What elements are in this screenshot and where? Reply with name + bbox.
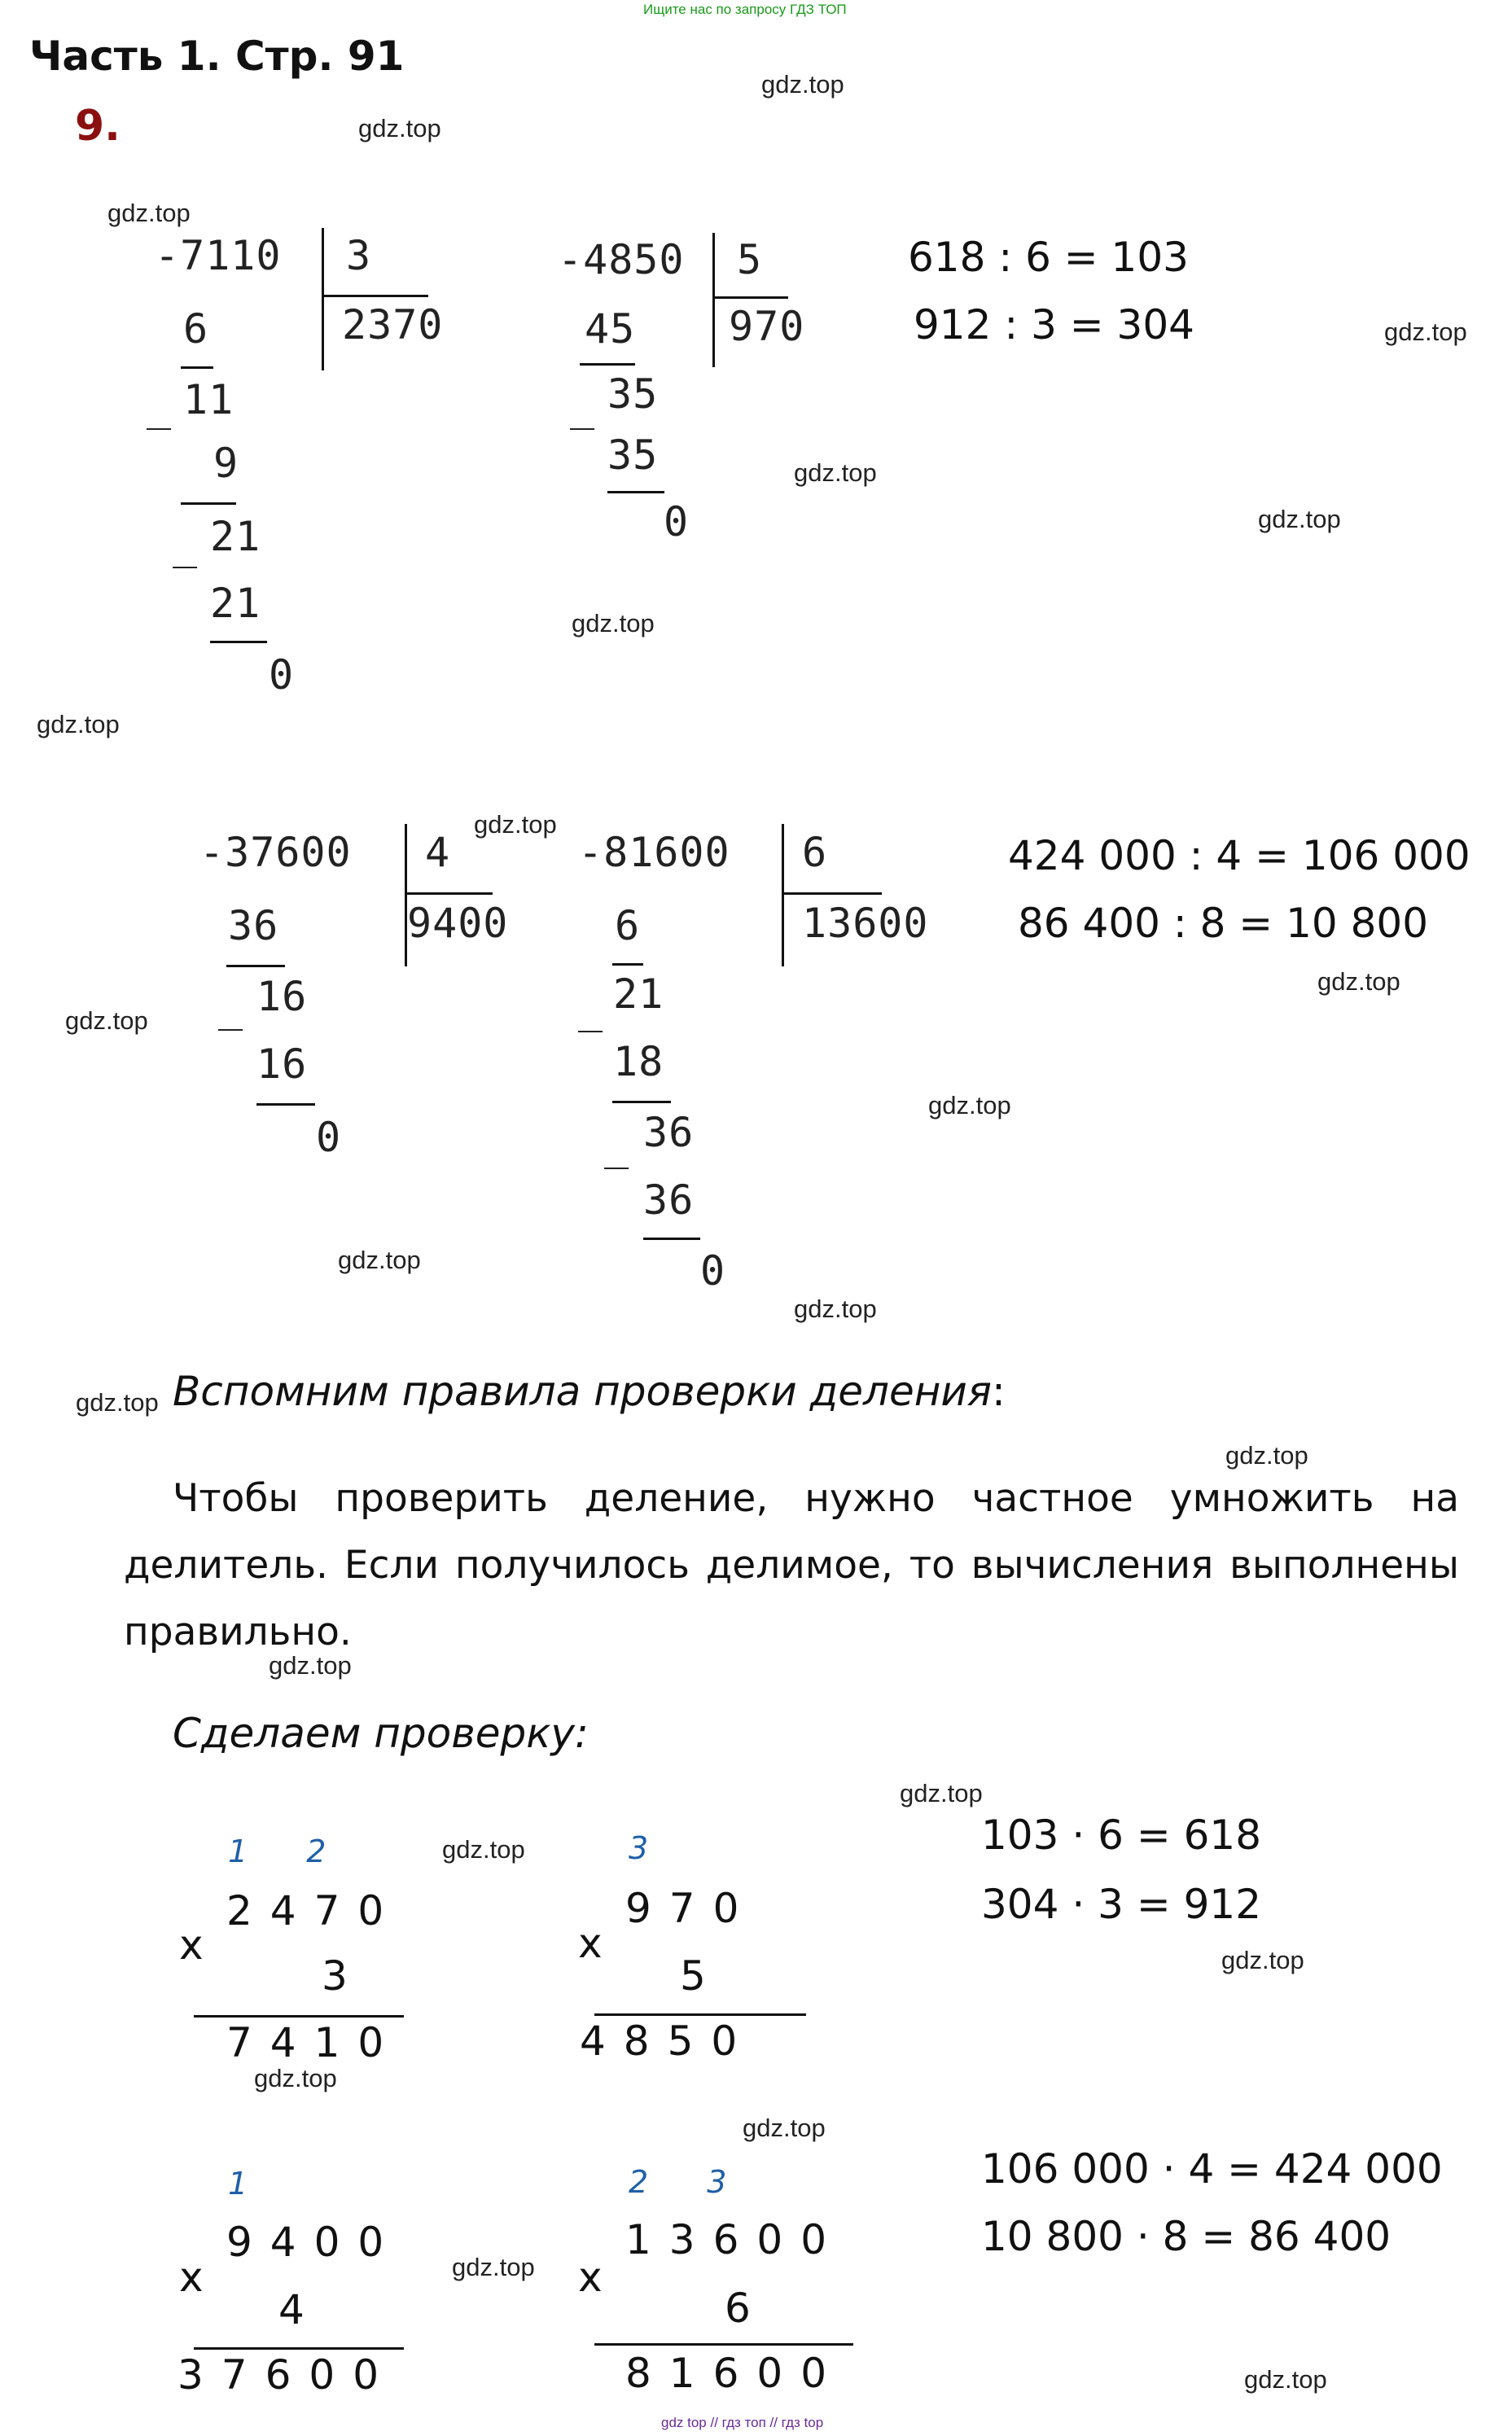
quotient: 970	[729, 303, 805, 350]
watermark: gdz.top	[928, 1091, 1011, 1119]
watermark: gdz.top	[269, 1651, 352, 1680]
remainder: 0	[316, 1114, 342, 1161]
step: 36	[643, 1176, 695, 1224]
watermark: gdz.top	[794, 458, 877, 487]
equation: 618 : 6 = 103	[908, 234, 1189, 281]
quotient: 2370	[342, 301, 444, 348]
page-title: Часть 1. Стр. 91	[29, 33, 405, 80]
check-equation: 106 000 · 4 = 424 000	[981, 2145, 1443, 2193]
rule-heading-text: Вспомним правила проверки деления	[173, 1368, 993, 1415]
step: 6	[615, 902, 641, 949]
watermark: gdz.top	[794, 1295, 877, 1323]
watermark: gdz.top	[572, 609, 655, 637]
carry-digits: 1 2	[228, 1834, 351, 1869]
step: 16	[256, 1041, 308, 1088]
carry-digits: 3	[629, 1830, 649, 1866]
multiply-sign: x	[578, 2254, 603, 2301]
watermark: gdz.top	[76, 1388, 159, 1417]
rule-heading	[173, 1368, 1006, 1415]
multiply-sign: x	[578, 1920, 603, 1967]
watermark: gdz.top	[1244, 2365, 1327, 2394]
step: 21	[210, 513, 261, 560]
multiplicand: 9400	[226, 2219, 402, 2266]
remainder: 0	[269, 651, 295, 699]
divisor: 4	[425, 829, 451, 876]
watermark: gdz.top	[338, 1246, 421, 1274]
minus-sign: _	[147, 383, 173, 430]
watermark: gdz.top	[254, 2064, 337, 2092]
product: 7410	[226, 2019, 402, 2066]
check-equation: 10 800 · 8 = 86 400	[981, 2213, 1391, 2260]
watermark: gdz.top	[743, 2114, 826, 2142]
multiplier: 5	[680, 1952, 724, 2000]
check-equation: 103 · 6 = 618	[981, 1812, 1262, 1859]
equation: 424 000 : 4 = 106 000	[1008, 832, 1470, 879]
step: 35	[607, 432, 659, 479]
check-heading: Сделаем проверку:	[173, 1710, 589, 1757]
quotient: 13600	[802, 900, 929, 947]
minus-sign: _	[604, 1122, 630, 1169]
multiplicand: 2470	[226, 1887, 402, 1934]
equation: 86 400 : 8 = 10 800	[1018, 900, 1429, 947]
minus-sign: _	[218, 984, 244, 1031]
step: 9	[213, 440, 239, 487]
watermark: gdz.top	[452, 2253, 535, 2281]
watermark: gdz.top	[1225, 1441, 1308, 1470]
step: 36	[643, 1109, 695, 1156]
multiplier: 4	[278, 2286, 322, 2333]
watermark: gdz.top	[65, 1006, 148, 1035]
multiplier: 6	[725, 2285, 769, 2332]
rule-text: Чтобы проверить деление, нужно частное умножить на делитель. Если получилось делимое, то вычисления выполнены правильно.	[124, 1476, 1459, 1654]
watermark: gdz.top	[474, 810, 557, 839]
footer-watermark: gdz top // гдз топ // гдз top	[661, 2415, 824, 2430]
step: 16	[256, 973, 308, 1020]
task-number: 9.	[75, 102, 121, 151]
divisor: 5	[737, 236, 763, 283]
watermark: gdz.top	[37, 710, 120, 738]
rule-heading-colon: :	[992, 1368, 1006, 1415]
multiplicand: 970	[625, 1885, 757, 1932]
check-equation: 304 · 3 = 912	[981, 1881, 1262, 1928]
multiplier: 3	[322, 1952, 366, 2000]
remainder: 0	[664, 498, 690, 545]
quotient: 9400	[407, 900, 509, 947]
step: 45	[585, 305, 636, 353]
watermark: gdz.top	[1258, 505, 1341, 533]
watermark: gdz.top	[1384, 318, 1467, 346]
minus-sign: _	[173, 521, 199, 568]
product: 81600	[625, 2350, 845, 2397]
top-banner: Ищите нас по запросу ГДЗ ТОП	[643, 2, 847, 17]
product: 4850	[580, 2018, 756, 2065]
minus-sign: _	[578, 985, 604, 1032]
step: 11	[183, 376, 234, 423]
dividend: -81600	[578, 829, 730, 876]
dividend: -7110	[155, 232, 282, 279]
multiplicand: 13600	[625, 2216, 845, 2263]
step: 21	[210, 580, 261, 627]
multiply-sign: x	[179, 1921, 204, 1969]
dividend: -4850	[558, 236, 685, 283]
dividend: -37600	[199, 829, 352, 876]
equation: 912 : 3 = 304	[914, 301, 1194, 348]
watermark: gdz.top	[1317, 967, 1400, 996]
multiply-sign: x	[179, 2254, 204, 2301]
product: 37600	[177, 2351, 397, 2399]
remainder: 0	[700, 1247, 726, 1295]
minus-sign: _	[570, 383, 596, 430]
carry-digits: 1	[228, 2166, 248, 2202]
watermark: gdz.top	[358, 114, 441, 142]
step: 36	[228, 902, 279, 949]
watermark: gdz.top	[1221, 1946, 1304, 1974]
step: 21	[613, 970, 664, 1018]
step: 35	[607, 370, 659, 418]
step: 18	[613, 1038, 664, 1085]
divisor: 6	[802, 829, 828, 876]
watermark: gdz.top	[761, 70, 844, 99]
carry-digits: 2 3	[629, 2164, 752, 2200]
watermark: gdz.top	[107, 199, 191, 227]
watermark: gdz.top	[900, 1779, 983, 1807]
watermark: gdz.top	[442, 1835, 525, 1864]
step: 6	[183, 305, 209, 353]
divisor: 3	[346, 232, 372, 279]
